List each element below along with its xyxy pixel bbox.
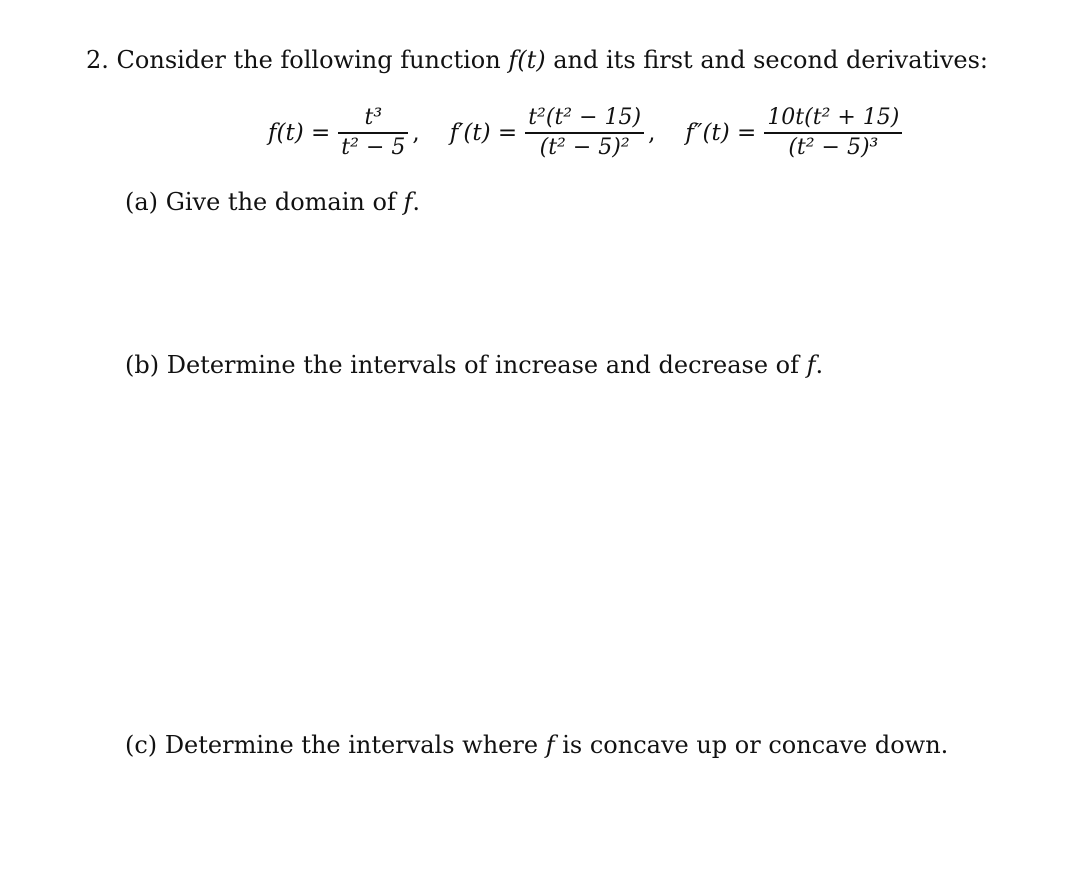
eq-fdoubleprime-lhs: f″(t) = [685, 120, 757, 146]
eq-fdoubleprime-numerator: 10t(t² + 15) [767, 105, 900, 131]
eq-fprime-lhs: f′(t) = [449, 120, 518, 146]
eq-fprime-separator: , [648, 120, 656, 146]
problem-text-after: and its first and second derivatives: [553, 46, 989, 74]
eq-f-numerator: t³ [364, 105, 383, 131]
part-c-label: (c) [125, 731, 158, 759]
part-c-text: Determine the intervals where [164, 731, 539, 759]
eq-f-denominator: t² − 5 [341, 134, 406, 160]
part-b-var: f [806, 351, 816, 379]
part-a-label: (a) [125, 188, 159, 216]
part-a [125, 186, 420, 218]
part-b [125, 349, 823, 381]
problem-number: 2. [86, 46, 109, 74]
part-a-end: . [412, 188, 421, 216]
eq-fdoubleprime-fraction [764, 104, 902, 162]
eq-fdoubleprime-denominator: (t² − 5)³ [788, 134, 879, 160]
part-c [125, 729, 948, 761]
eq-f-separator: , [412, 120, 420, 146]
part-c-var: f [545, 731, 555, 759]
equations-row [268, 96, 904, 170]
part-c-end: is concave up or concave down. [562, 731, 949, 759]
eq-fprime-denominator: (t² − 5)² [539, 134, 630, 160]
part-b-label: (b) [125, 351, 160, 379]
part-a-var: f [403, 188, 413, 216]
problem-function: f(t) [508, 46, 546, 74]
part-a-text: Give the domain of [165, 188, 396, 216]
part-b-text: Determine the intervals of increase and decrease of [166, 351, 799, 379]
eq-f-fraction [338, 104, 408, 162]
eq-f-lhs: f(t) = [268, 120, 331, 146]
part-b-end: . [815, 351, 824, 379]
problem-statement [86, 44, 988, 76]
eq-fprime-fraction [525, 104, 644, 162]
problem-text-before: Consider the following function [116, 46, 501, 74]
eq-fprime-numerator: t²(t² − 15) [528, 105, 642, 131]
